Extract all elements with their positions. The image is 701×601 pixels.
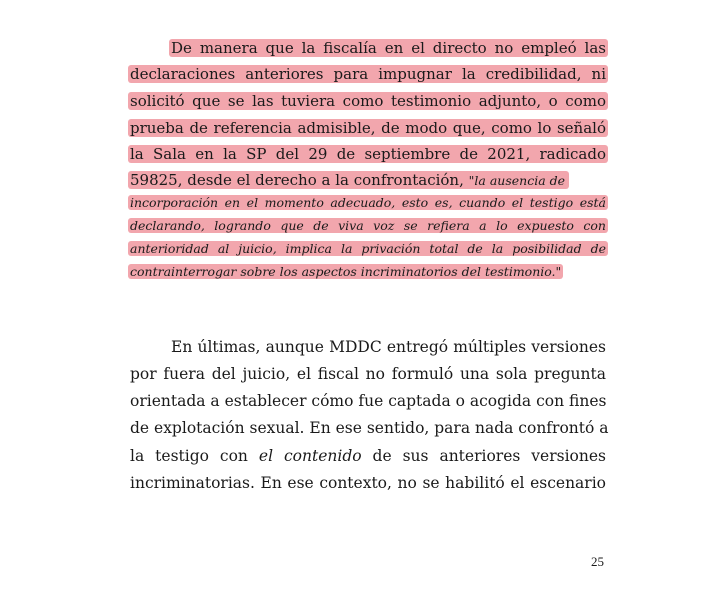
quote-start: "la ausencia de <box>468 173 566 188</box>
highlighted-text <box>128 171 569 189</box>
highlighted-text: solicitó que se las tuviera como testimonio adjunto, o como <box>130 92 606 110</box>
paragraph-line <box>130 91 606 111</box>
quote-line <box>130 263 606 281</box>
paragraph-line <box>130 118 606 138</box>
paragraph-line: orientada a establecer cómo fue captada o acogida con fines <box>130 392 607 410</box>
paragraph-line: incriminatorias. En ese contexto, no se habilitó el escenario <box>130 474 606 492</box>
highlighted-quote: incorporación en el momento adecuado, esto es, cuando el testigo está <box>130 195 606 210</box>
paragraph-line <box>130 446 606 466</box>
paragraph-line <box>130 144 606 164</box>
quote-line <box>130 217 606 235</box>
paragraph-line: de explotación sexual. En ese sentido, para nada confrontó a <box>130 419 609 437</box>
paragraph-line <box>130 64 606 84</box>
highlighted-quote: contrainterrogar sobre los aspectos incriminatorios del testimonio." <box>130 264 562 279</box>
paragraph-line: En últimas, aunque MDDC entregó múltiples versiones <box>171 338 606 356</box>
highlighted-text: la Sala en la SP del 29 de septiembre de 2021, radicado <box>130 145 606 163</box>
quote-line <box>130 240 606 258</box>
emphasized-text: el contenido <box>258 447 362 465</box>
paragraph-line <box>130 170 606 190</box>
highlighted-quote: declarando, logrando que de viva voz se refiera a lo expuesto con <box>130 218 606 233</box>
paragraph-line: por fuera del juicio, el fiscal no formuló una sola pregunta <box>130 365 606 383</box>
highlighted-text: De manera que la fiscalía en el directo no empleó las <box>171 39 606 57</box>
quote-line <box>130 194 606 212</box>
paragraph-line <box>171 38 606 58</box>
paragraph-text: la testigo con <box>130 447 248 465</box>
page-number: 25 <box>591 554 604 569</box>
highlighted-quote: anterioridad al juicio, implica la privación total de la posibilidad de <box>130 241 606 256</box>
paragraph-text: 59825, desde el derecho a la confrontación, <box>130 171 464 189</box>
highlighted-text: prueba de referencia admisible, de modo que, como lo señaló <box>130 119 606 137</box>
paragraph-text: de sus anteriores versiones <box>372 447 606 465</box>
highlighted-text: declaraciones anteriores para impugnar la credibilidad, ni <box>130 65 606 83</box>
